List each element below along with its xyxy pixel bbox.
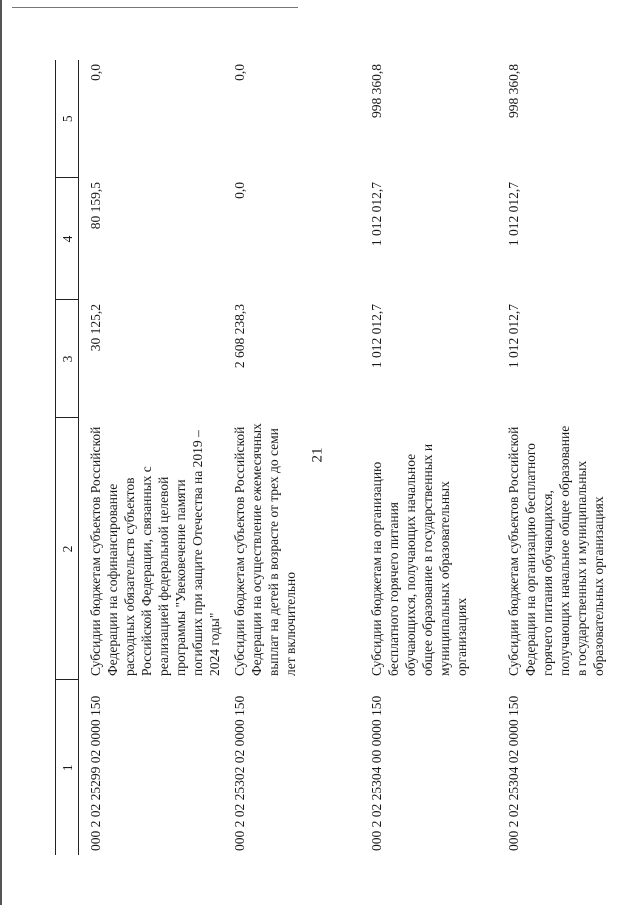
column-header-1: 1 [56, 680, 79, 855]
amount-col4-cell: 0,0 [232, 182, 247, 199]
table-row [497, 60, 634, 855]
column-header-2: 2 [56, 418, 79, 680]
scan-edge-line [0, 0, 2, 905]
table-row [360, 60, 497, 855]
column-number-header-row [56, 60, 79, 855]
budget-code-cell: 000 2 02 25302 02 0000 150 [232, 695, 247, 851]
amount-col5-cell: 0,0 [88, 64, 103, 81]
revenue-name-cell: Субсидии бюджетам субъектов Российской Федерации на софинансирование расходных обязательств субъектов Российской Федерации, связанных с реализацией федеральной целевой программы "Увековечение памяти погибших при защите Отечества на 2019 – 2024 годы" [88, 426, 222, 676]
amount-col4-cell: 1 012 012,7 [369, 182, 384, 247]
budget-code-cell: 000 2 02 25304 02 0000 150 [506, 695, 521, 851]
amount-col3-cell: 1 012 012,7 [506, 304, 521, 369]
amount-col5-cell: 998 360,8 [369, 64, 384, 118]
amount-col3-cell: 2 608 238,3 [232, 304, 247, 369]
revenue-name-cell: Субсидии бюджетам субъектов Российской Федерации на осуществление ежемесячных выплат на детей в возрасте от трех до семи лет включительно [232, 423, 298, 676]
table-row [79, 60, 224, 855]
column-header-3: 3 [56, 300, 79, 418]
amount-col5-cell: 0,0 [232, 64, 247, 81]
amount-col5-cell: 998 360,8 [506, 64, 521, 118]
page-number: 21 [309, 447, 326, 463]
rotated-page [55, 60, 606, 855]
scan-top-rule [12, 7, 298, 8]
table-row [223, 60, 360, 855]
column-header-4: 4 [56, 178, 79, 300]
budget-revenue-table [55, 60, 634, 855]
budget-code-cell: 000 2 02 25304 00 0000 150 [369, 695, 384, 851]
column-header-5: 5 [56, 60, 79, 178]
budget-code-cell: 000 2 02 25299 02 0000 150 [88, 695, 103, 851]
amount-col4-cell: 80 159,5 [88, 182, 103, 230]
amount-col4-cell: 1 012 012,7 [506, 182, 521, 247]
amount-col3-cell: 30 125,2 [88, 304, 103, 352]
amount-col3-cell: 1 012 012,7 [369, 304, 384, 369]
revenue-name-cell: Субсидии бюджетам на организацию бесплатного горячего питания обучающихся, получающих начальное общее образование в государственных и муниципальных образовательных организациях [369, 443, 469, 676]
revenue-name-cell: Субсидии бюджетам субъектов Российской Федерации на организацию бесплатного горячего питания обучающихся, получающих начальное общее образование в государственных и муниципальных образовательных организациях [506, 425, 606, 676]
